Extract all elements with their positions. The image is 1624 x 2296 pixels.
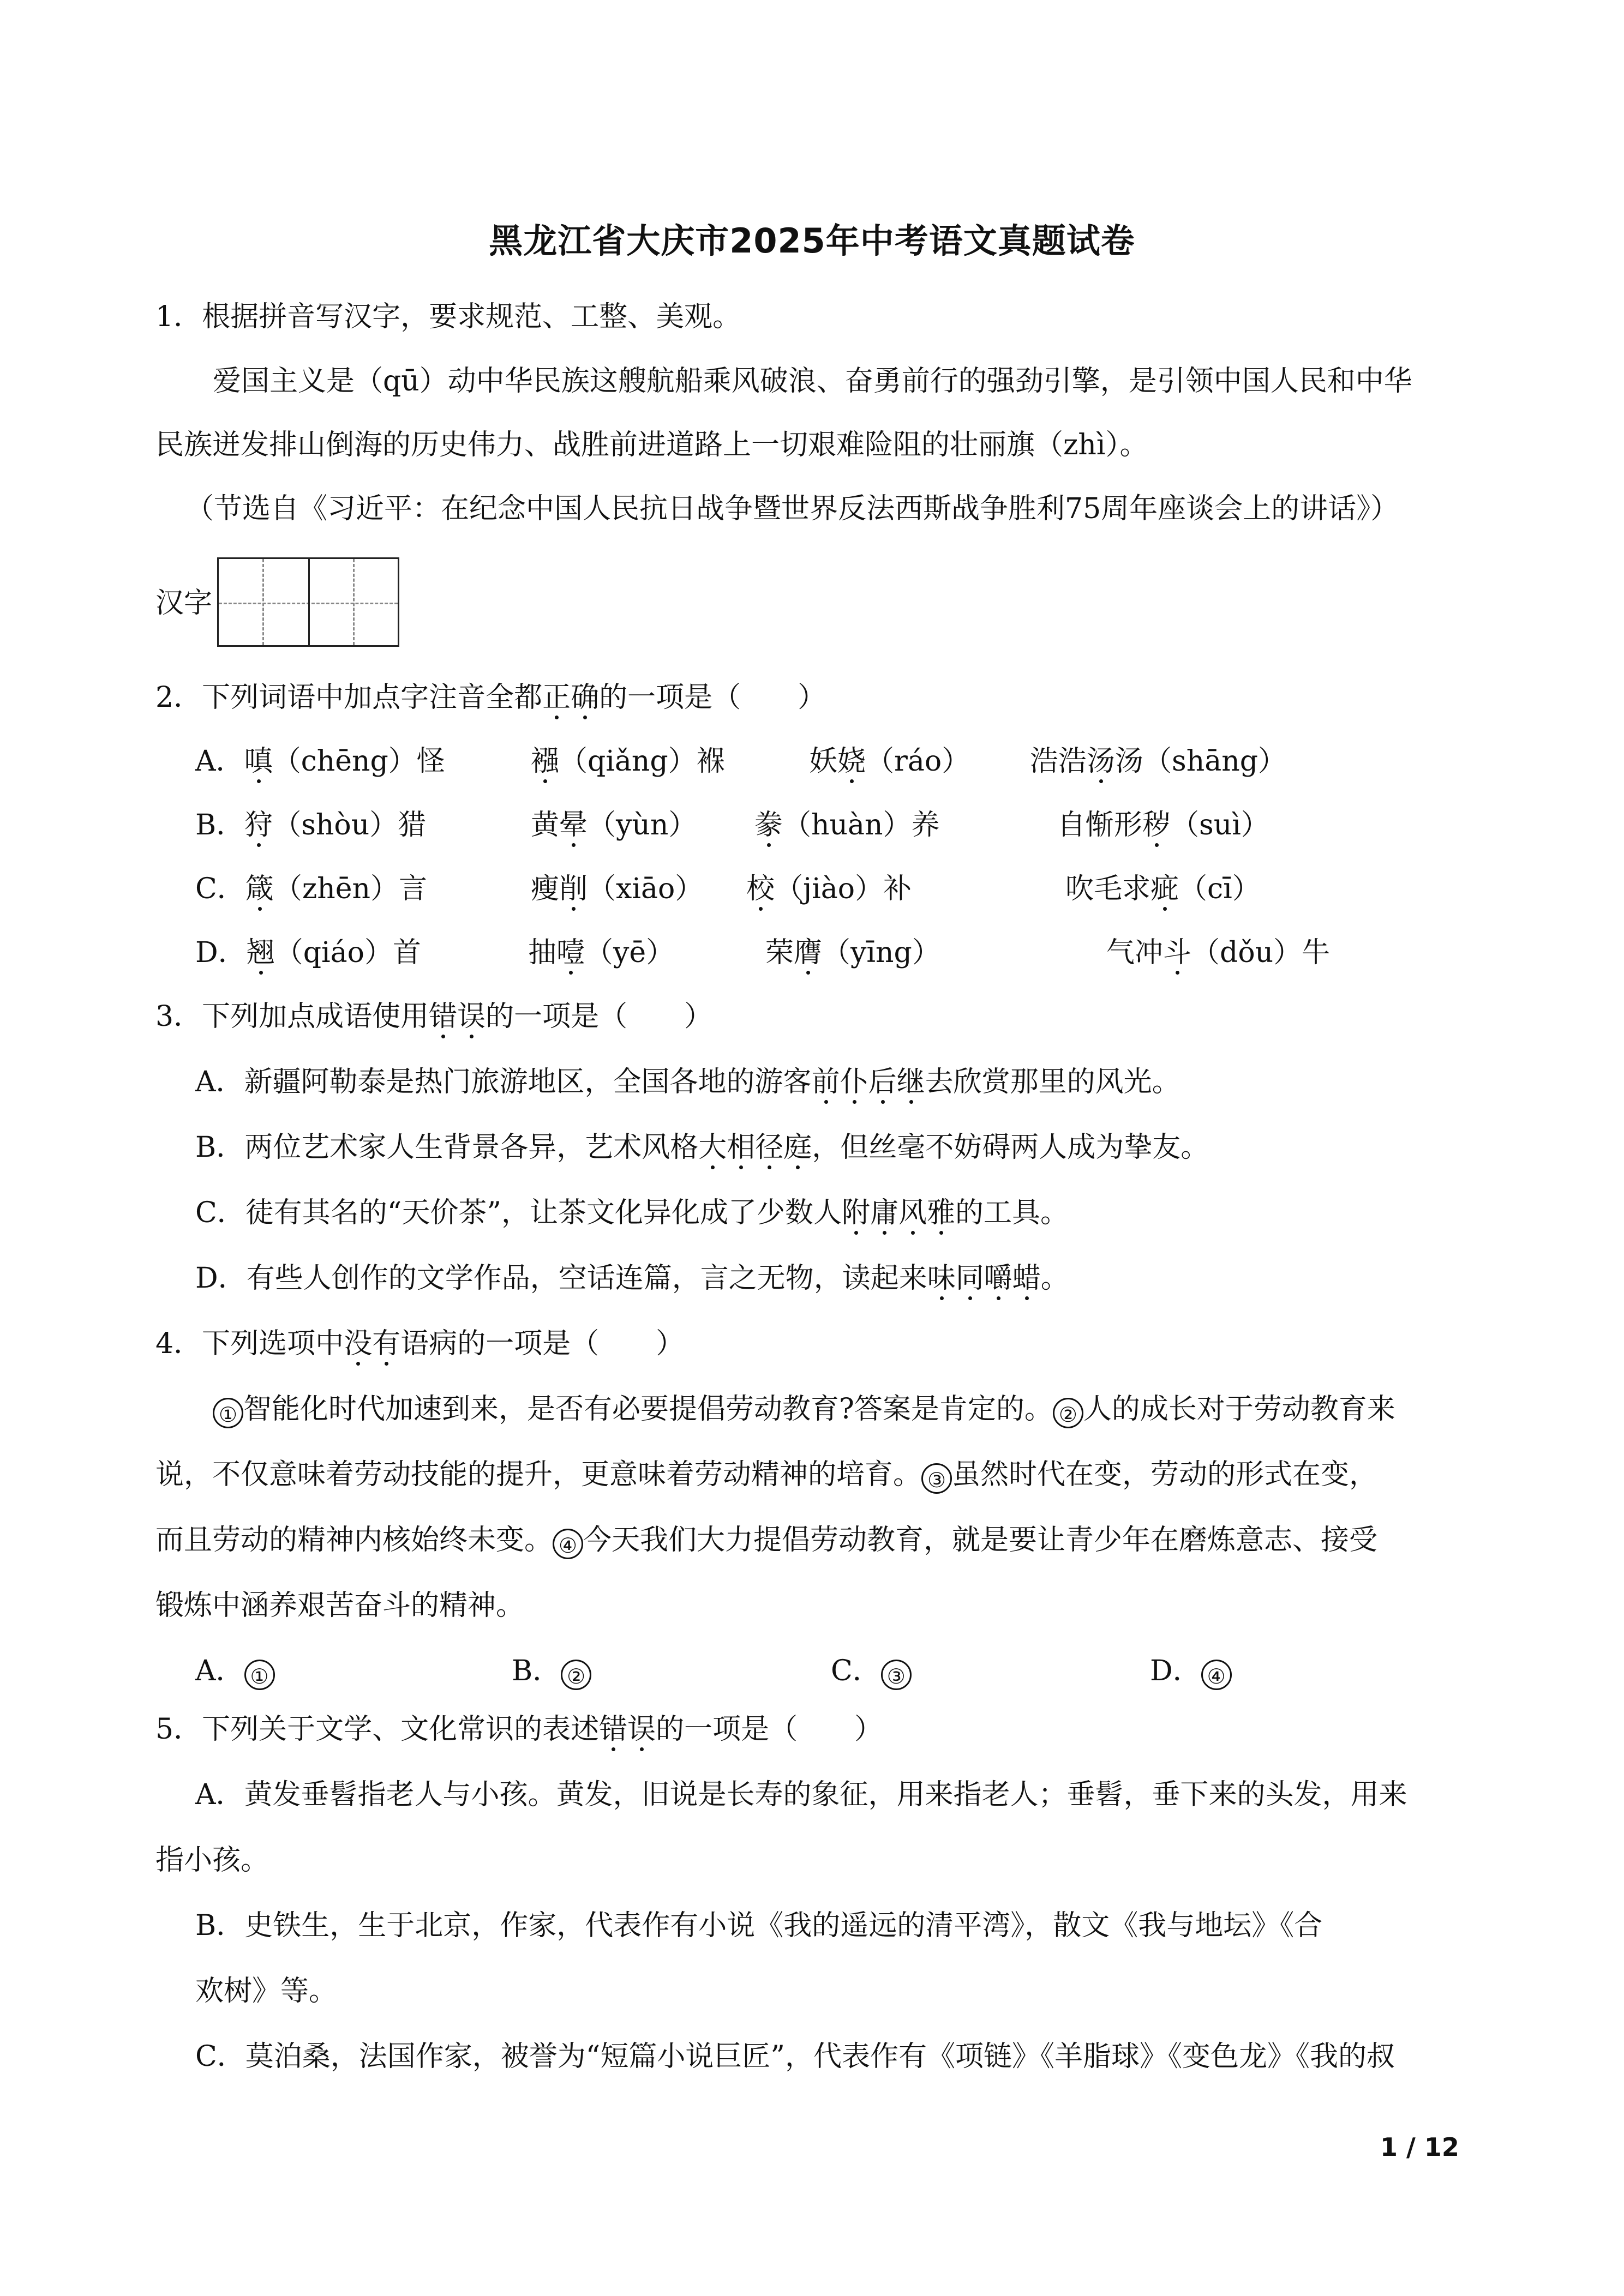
text-span: 抽 [528,936,557,969]
text-span: D． [195,936,247,969]
dotted-char: 风 [898,1197,927,1229]
text-span: 吹毛求 [1065,873,1151,905]
dotted-char: 同 [955,1262,984,1295]
option-cell [1057,809,1269,842]
q5-option-a-line2: 指小孩。 [155,1844,269,1877]
dotted-char: 后 [868,1066,897,1098]
dotted-idiom [812,1066,925,1098]
text-span: （yīng） [822,936,940,969]
text-span: 有 [372,1327,401,1360]
q5-option-b-line2: 欢树》等。 [195,1975,338,2008]
text-span: 没 [344,1327,373,1360]
text-span: 浩浩 [1030,745,1087,778]
text-span: 豢 [754,809,783,842]
option-cell [1106,936,1331,969]
text-span: 智能化时代加速到来，是否有必要提倡劳动教育?答案是肯定的。 [243,1393,1053,1426]
q3-option-d [195,1264,1069,1293]
text-span: 妖 [809,745,838,778]
text-span: 荣 [765,936,794,969]
text-span: 确 [571,681,600,714]
option-cell [531,747,725,776]
text-span: 瘦 [531,873,560,905]
option-cell [746,875,912,903]
text-span: 正 [542,681,571,714]
q4-passage-line2 [155,1460,1377,1494]
dotted-char: 仆 [840,1066,868,1098]
text-span: 狩 [244,809,273,842]
dotted-char: 庸 [870,1197,898,1229]
text-span: （qiǎng）褓 [559,745,725,778]
text-span: 人的成长对于劳动教育来 [1083,1393,1395,1426]
q2-stem [155,683,826,712]
option-cell [195,747,445,776]
text-span: 错 [599,1713,628,1746]
option-cell [765,936,940,969]
text-span: （dǒu）牛 [1191,936,1331,969]
text-span: 虽然时代在变，劳动的形式在变， [952,1458,1378,1491]
q4-option-b [512,1657,591,1690]
text-span: ③ [921,1463,952,1494]
q4-option-d [1150,1657,1232,1690]
text-span: 噎 [556,936,585,969]
option-cell [531,809,697,842]
text-span: 气冲 [1106,936,1164,969]
text-span: 2．下列词语中加点字注音全都 [155,681,543,714]
text-span: 5．下列关于文学、文化常识的表述 [155,1713,600,1746]
text-span: （chēng）怪 [272,745,445,778]
text-span: ① [213,1398,243,1428]
q1-paragraph-line2: 民族迸发排山倒海的历史伟力、战胜前进道路上一切艰难险阻的壮丽旗（zhì）。 [155,429,1148,461]
text-span: B． [512,1655,561,1687]
text-span: 秽 [1142,809,1171,842]
dotted-char: 味 [927,1262,956,1295]
text-span: 而且劳动的精神内核始终未变。 [155,1524,553,1556]
q1-writing-grid[interactable] [217,557,399,647]
text-span: 翘 [246,936,275,969]
text-span: 汤 [1087,745,1116,778]
page-number: 1 / 12 [1380,2132,1459,2162]
q5-stem [155,1715,883,1744]
dotted-char: 嚼 [984,1262,1012,1295]
text-span: 校 [746,873,775,905]
text-span: 去欣赏那里的风光。 [925,1066,1180,1098]
dotted-char: 附 [841,1197,870,1229]
text-span: 的工具。 [955,1197,1069,1229]
text-span: 疵 [1150,873,1179,905]
text-span: 的一项是（ ） [486,1000,713,1033]
text-span: 语病的一项是（ ） [400,1327,685,1360]
text-span: A． [195,745,244,778]
text-span: C． [831,1655,881,1687]
q4-passage-line3 [155,1526,1377,1559]
text-span: A．新疆阿勒泰是热门旅游地区，全国各地的游客 [195,1066,812,1098]
text-span: ，但丝毫不妨碍两人成为挚友。 [812,1131,1209,1164]
text-span: 汤（shāng） [1115,745,1286,778]
option-cell [195,936,421,969]
dotted-char: 庭 [783,1131,812,1164]
q4-passage-line4: 锻炼中涵养艰苦奋斗的精神。 [155,1589,525,1622]
text-span: ④ [553,1529,583,1559]
dotted-char: 蜡 [1012,1262,1041,1295]
text-span: 误 [457,1000,486,1033]
text-span: 箴 [245,873,274,905]
text-span: （cī） [1179,873,1261,905]
q4-option-c [831,1657,912,1690]
dotted-char: 继 [896,1066,925,1098]
q3-option-a [195,1068,1180,1096]
text-span: C． [195,873,245,905]
q1-source: （节选自《习近平：在纪念中国人民抗日战争暨世界反法西斯战争胜利75周年座谈会上的讲话》） [185,492,1399,525]
text-span: 4．下列选项中 [155,1327,344,1360]
text-span: （ráo） [866,745,970,778]
option-cell [1065,875,1261,903]
grid-cell-divider [308,559,310,645]
text-span: D． [1150,1655,1201,1687]
text-span: 娆 [837,745,866,778]
text-span: A． [195,1655,244,1687]
page-title: 黑龙江省大庆市2025年中考语文真题试卷 [489,221,1135,261]
text-span: D．有些人创作的文学作品，空话连篇，言之无物，读起来 [195,1262,927,1295]
option-cell [809,747,970,776]
dotted-char: 大 [698,1131,727,1164]
grid-dashed-vertical-1 [262,559,264,645]
option-cell [754,809,940,842]
text-span: ② [1053,1398,1083,1428]
text-span: 误 [627,1713,656,1746]
option-cell [195,809,427,842]
text-span: （suì） [1171,809,1269,842]
dotted-char: 前 [811,1066,840,1098]
text-span: 错 [429,1000,458,1033]
text-span: （zhēn）言 [273,873,427,905]
text-span: 的一项是（ ） [656,1713,883,1746]
dotted-char: 雅 [927,1197,956,1229]
q5-option-b-line1: B．史铁生，生于北京，作家，代表作有小说《我的遥远的清平湾》，散文《我与地坛》《合 [195,1909,1323,1942]
text-span: 说，不仅意味着劳动技能的提升，更意味着劳动精神的培育。 [155,1458,922,1491]
option-cell [528,936,675,969]
text-span: B．两位艺术家人生背景各异，艺术风格 [195,1131,699,1164]
q5-option-a-line1: A．黄发垂髫指老人与小孩。黄发，旧说是长寿的象征，用来指老人；垂髫，垂下来的头发，用来 [195,1778,1407,1811]
text-span: （yùn） [588,809,697,842]
text-span: （shòu）猎 [273,809,427,842]
text-span: ② [561,1660,591,1690]
dotted-idiom [842,1197,955,1229]
text-span: 晕 [559,809,588,842]
text-span: ④ [1201,1660,1232,1690]
text-span: 膺 [794,936,823,969]
option-cell [195,875,427,903]
text-span: 襁 [531,745,560,778]
text-span: 3．下列加点成语使用 [155,1000,429,1033]
text-span: 嗔 [244,745,273,778]
text-span: 的一项是（ ） [599,681,826,714]
text-span: B． [195,809,245,842]
q1-grid-label: 汉字 [155,587,213,620]
option-cell [1030,747,1286,776]
dotted-idiom [698,1131,812,1164]
text-span: （xiāo） [588,873,704,905]
text-span: （yē） [585,936,675,969]
text-span: 斗 [1163,936,1192,969]
q4-option-a [195,1657,275,1690]
q5-option-c-line1: C．莫泊桑，法国作家，被誉为“短篇小说巨匠”，代表作有《项链》《羊脂球》《变色龙》《我的叔 [195,2040,1395,2073]
q4-stem [155,1327,685,1360]
text-span: 今天我们大力提倡劳动教育，就是要让青少年在磨炼意志、接受 [583,1524,1378,1556]
grid-dashed-vertical-2 [353,559,355,645]
text-span: （jiào）补 [775,873,912,905]
q1-paragraph-line1: 爱国主义是（qū）动中华民族这艘航船乘风破浪、奋勇前行的强劲引擎，是引领中国人民和中华 [213,365,1412,398]
text-span: 黄 [531,809,560,842]
text-span: （qiáo）首 [274,936,421,969]
q3-stem [155,1002,712,1031]
dotted-char: 相 [727,1131,756,1164]
text-span: C．徒有其名的“天价茶”，让茶文化异化成了少数人 [195,1197,842,1229]
text-span: 削 [559,873,588,905]
dotted-idiom [927,1262,1041,1295]
q4-passage-line1 [213,1395,1395,1428]
option-cell [531,875,703,903]
dotted-char: 径 [755,1131,784,1164]
q3-option-b [195,1133,1209,1162]
text-span: 自惭形 [1057,809,1143,842]
text-span: ③ [881,1660,912,1690]
q1-stem: 1．根据拼音写汉字，要求规范、工整、美观。 [155,300,741,333]
text-span: （huàn）养 [783,809,940,842]
text-span: 。 [1040,1262,1069,1295]
text-span: ① [244,1660,275,1690]
q3-option-c [195,1199,1069,1227]
